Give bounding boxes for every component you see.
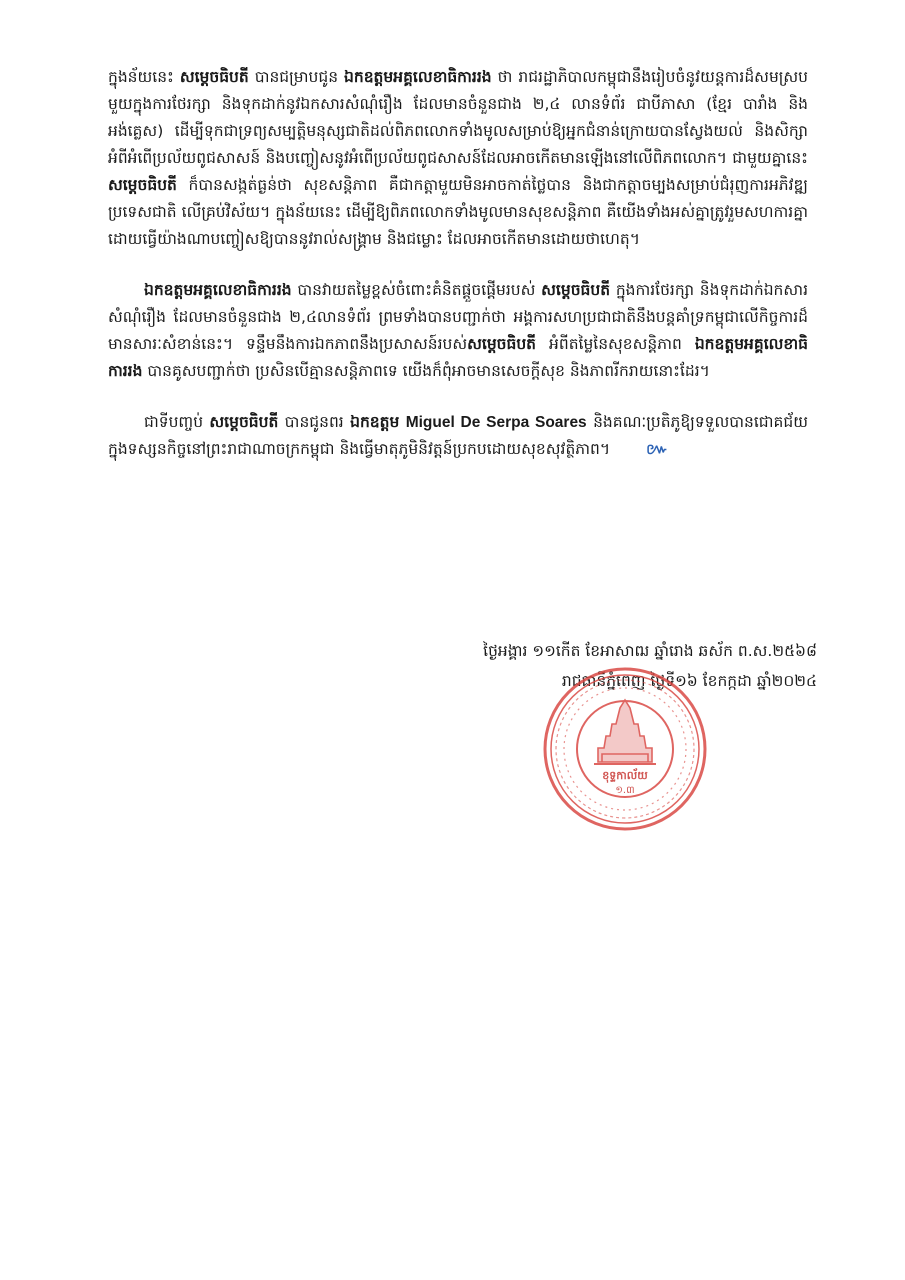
bold-name-text: សម្តេចធិបតី [467, 335, 537, 353]
bold-name-text: ឯកឧត្តម [350, 413, 400, 431]
seal-text-line2: ១.៣ [615, 785, 635, 796]
body-text-segment: បានគូសបញ្ជាក់ថា ប្រសិនបើគ្មានសន្តិភាពទេ យើងក៏ពុំអាចមានសេចក្តីសុខ និងភាពរីករាយនោះដែរ។ [142, 362, 710, 380]
body-text-segment: ក្នុងការថែរក្សា និងទុកដាក់ឯកសារសំណុំរឿង ដែលមានចំនួនជាង ២,៤លានទំព័រ ព្រមទាំងបានបញ្ជាក់ថា អង្គការសហប្រជាជាតិនឹងបន្តគាំទ្រកម្ពុជាលើកិច្ចការដ៏មានសារៈសំខាន់នេះ។ ទន្ទឹមនឹងការឯកភាពនឹងប្រសាសន៍របស់ [108, 281, 808, 353]
bold-name-text: សម្តេចធិបតី [209, 413, 279, 431]
body-text-segment: អំពីតម្លៃនៃសុខសន្តិភាព [536, 335, 695, 353]
body-text-segment: និងគណៈប្រតិភូឱ្យទទួលបានជោគជ័យក្នុងទស្សនកិច្ចនៅព្រះរាជាណាចក្រកម្ពុជា និងធ្វើមាតុភូមិនិវត្តន៍ប្រកបដោយសុខសុវត្ថិភាព។ [108, 413, 808, 458]
bold-name-text: សម្តេចធិបតី [541, 281, 611, 299]
paragraph-1 [108, 64, 808, 253]
bold-name-text: ឯកឧត្តមអគ្គលេខាធិការរង [108, 335, 808, 380]
body-text-segment: បានជូនពរ [278, 413, 351, 431]
body-text-segment: ក៏បានសង្កត់ធ្ងន់ថា សុខសន្តិភាព គឺជាកត្តាមួយមិនអាចកាត់ថ្លៃបាន និងជាកត្តាចម្បងសម្រាប់ជំរុញការអភិវឌ្ឍប្រទេសជាតិ លើគ្រប់វិស័យ។ ក្នុងន័យនេះ ដើម្បីឱ្យពិភពលោកទាំងមូលមានសុខសន្តិភាព គឺយើងទាំងអស់គ្នាត្រូវរួមសហការគ្នា ដោយធ្វើយ៉ាងណាបញ្ចៀសឱ្យបាននូវរាល់សង្គ្រាម និងជម្លោះ ដែលអាចកើតមានដោយថាហេតុ។ [108, 176, 808, 248]
body-text-segment: ក្នុងន័យនេះ [108, 68, 180, 86]
body-text-segment: បានវាយតម្លៃខ្ពស់ចំពោះគំនិតផ្តួចផ្តើមរបស់ [291, 281, 542, 299]
date-lunar: ថ្ងៃអង្គារ ១១កើត ខែអាសាឍ ឆ្នាំរោង ឆស័ក ព.ស.២៥៦៨ [483, 642, 817, 660]
closing-ornament: ៚ [646, 440, 669, 458]
temple-emblem [594, 700, 656, 764]
bold-name-text: សម្តេចធិបតី [108, 176, 177, 194]
bold-name-text: សម្តេចធិបតី [179, 68, 249, 86]
body-text-segment: ថា រាជរដ្ឋាភិបាលកម្ពុជានឹងរៀបចំនូវយន្តការដ៏សមស្របមួយក្នុងការថែរក្សា និងទុកដាក់នូវឯកសារសំណុំរឿង ដែលមានចំនួនជាង ២,៤ លានទំព័រ ជាបីភាសា (ខ្មែរ បារាំង និងអង់គ្លេស) ដើម្បីទុកជាទ្រព្យសម្បត្តិមនុស្សជាតិដល់ពិភពលោកទាំងមូលសម្រាប់ឱ្យអ្នកជំនាន់ក្រោយបានស្វែងយល់ និងសិក្សាអំពីអំពើប្រល័យពូជសាសន៍ និងបញ្ចៀសនូវអំពើប្រល័យពូជសាសន៍ដែលអាចកើតមានឡើងនៅលើពិភពលោក។ ជាមួយគ្នានេះ [108, 68, 808, 167]
official-seal [540, 664, 710, 834]
paragraph-2 [108, 277, 808, 385]
bold-name-text: ឯកឧត្តមអគ្គលេខាធិការរង [144, 281, 292, 299]
bold-name-text: ឯកឧត្តមអគ្គលេខាធិការរង [344, 68, 492, 86]
seal-text-line1: ខុទ្ទកាល័យ [602, 769, 648, 782]
bold-name-text: Miguel De Serpa Soares [405, 414, 587, 431]
seal-graphic [545, 669, 705, 829]
body-text-segment: បានជម្រាបជូន [248, 68, 345, 86]
paragraph-3 [108, 409, 808, 463]
date-place: រាជធានីភ្នំពេញ ថ្ងៃទី១៦ ខែកក្កដា ឆ្នាំ២០២៤ [561, 672, 817, 690]
document-body [108, 64, 808, 487]
body-text-segment: ជាទីបញ្ចប់ [144, 413, 210, 431]
